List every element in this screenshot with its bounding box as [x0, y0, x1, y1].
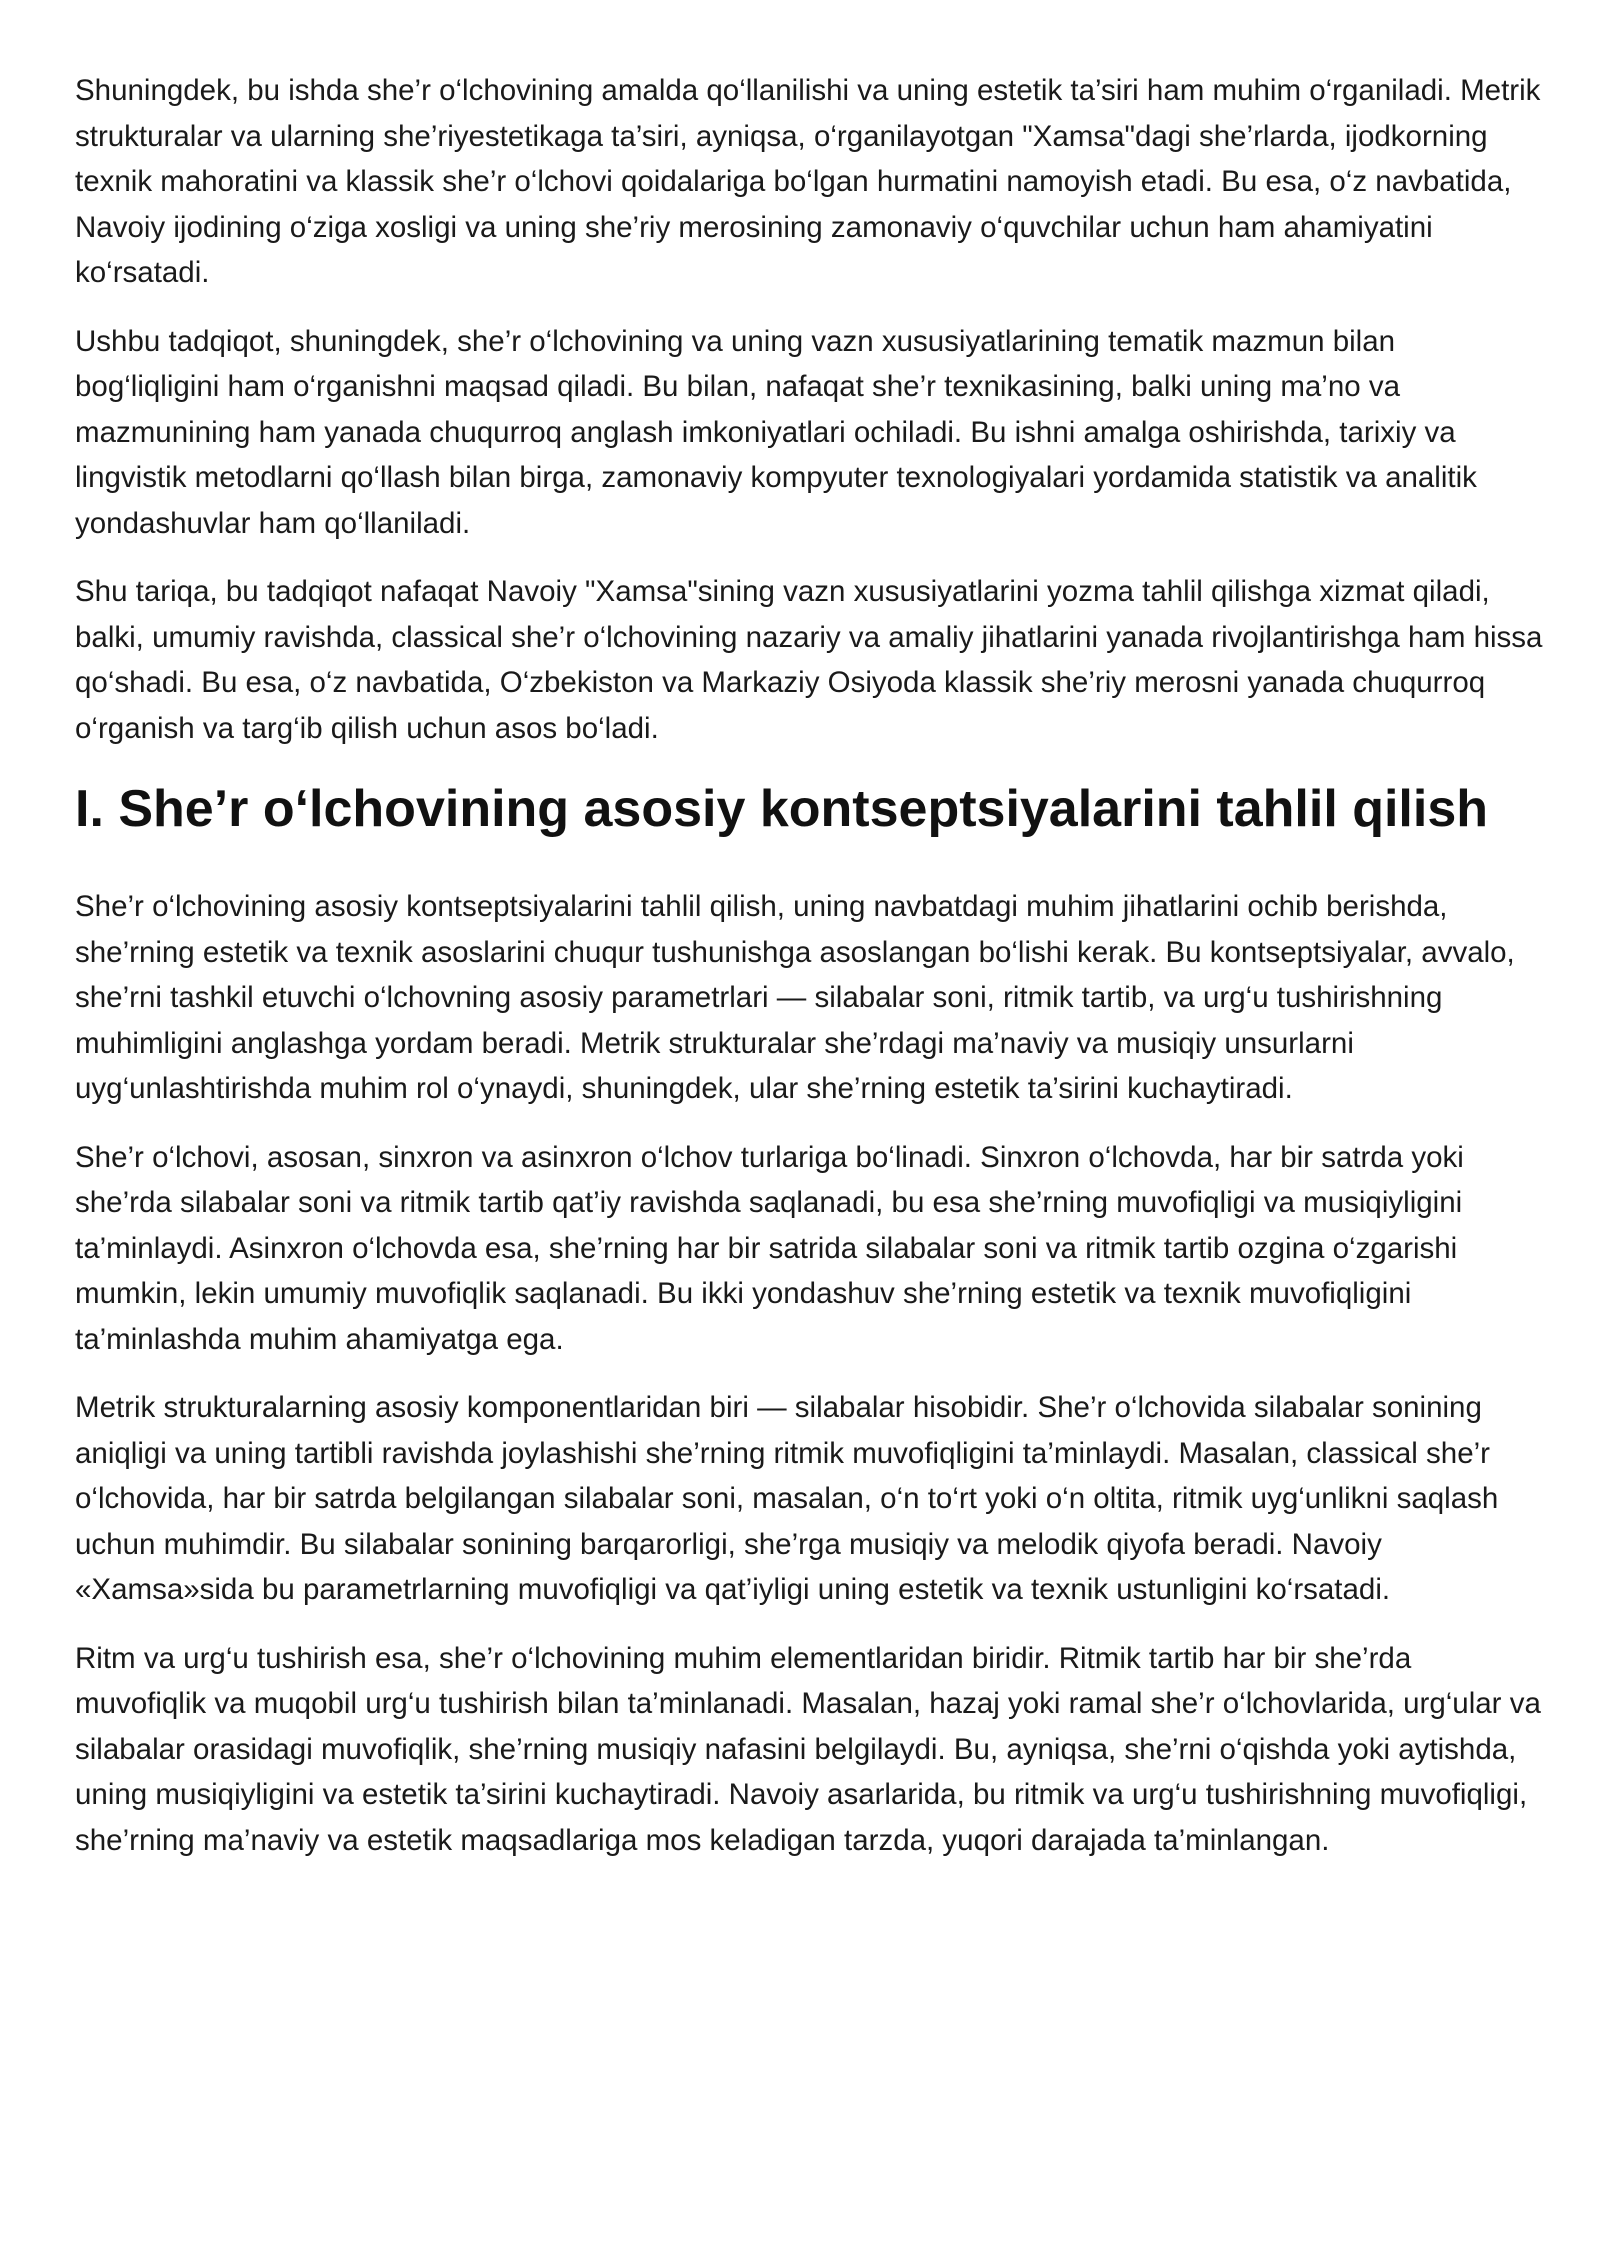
- document-page: [75, 68, 1545, 1886]
- section-paragraph-3: Metrik strukturalarning asosiy komponentlaridan biri — silabalar hisobidir. She’r o‘lchovida silabalar sonining aniqligi va uning tartibli ravishda joylashishi she’rning ritmik muvofiqligini ta’minlaydi. Masalan, classical she’r o‘lchovida, har bir satrda belgilangan silabalar soni, masalan, o‘n to‘rt yoki o‘n oltita, ritmik uyg‘unlikni saqlash uchun muhimdir. Bu silabalar sonining barqarorligi, she’rga musiqiy va melodik qiyofa beradi. Navoiy «Xamsa»sida bu parametrlarning muvofiqligi va qat’iyligi uning estetik va texnik ustunligini ko‘rsatadi.: [75, 1391, 1499, 1606]
- intro-paragraph-1: Shuningdek, bu ishda she’r o‘lchovining amalda qo‘llanilishi va uning estetik ta’siri ham muhim o‘rganiladi. Metrik strukturalar va ularning she’riyestetikaga ta’siri, ayniqsa, o‘rganilayotgan "Xamsa"dagi she’rlarda, ijodkorning texnik mahoratini va klassik she’r o‘lchovi qoidalariga bo‘lgan hurmatini namoyish etadi. Bu esa, o‘z navbatida, Navoiy ijodining o‘ziga xosligi va uning she’riy merosining zamonaviy o‘quvchilar uchun ham ahamiyatini ko‘rsatadi.: [75, 74, 1541, 289]
- section-paragraph-4: Ritm va urg‘u tushirish esa, she’r o‘lchovining muhim elementlaridan biridir. Ritmik tartib har bir she’rda muvofiqlik va muqobil urg‘u tushirish bilan ta’minlanadi. Masalan, hazaj yoki ramal she’r o‘lchovlarida, urg‘ular va silabalar orasidagi muvofiqlik, she’rning musiqiy nafasini belgilaydi. Bu, ayniqsa, she’rni o‘qishda yoki aytishda, uning musiqiyligini va estetik ta’sirini kuchaytiradi. Navoiy asarlarida, bu ritmik va urg‘u tushirishning muvofiqligi, she’rning ma’naviy va estetik maqsadlariga mos keladigan tarzda, yuqori darajada ta’minlangan.: [75, 1641, 1541, 1857]
- section-heading: I. She’r o‘lchovining asosiy kontseptsiyalarini tahlil qilish: [75, 780, 1489, 838]
- section-paragraph-2: She’r o‘lchovi, asosan, sinxron va asinxron o‘lchov turlariga bo‘linadi. Sinxron o‘lchovda, har bir satrda yoki she’rda silabalar soni va ritmik tartib qat’iy ravishda saqlanadi, bu esa she’rning muvofiqligi va musiqiyligini ta’minlaydi. Asinxron o‘lchovda esa, she’rning har bir satrida silabalar soni va ritmik tartib ozgina o‘zgarishi mumkin, lekin umumiy muvofiqlik saqlanadi. Bu ikki yondashuv she’rning estetik va texnik muvofiqligini ta’minlashda muhim ahamiyatga ega.: [75, 1140, 1464, 1356]
- intro-paragraph-3: Shu tariqa, bu tadqiqot nafaqat Navoiy "Xamsa"sining vazn xususiyatlarini yozma tahlil qilishga xizmat qiladi, balki, umumiy ravishda, classical she’r o‘lchovining nazariy va amaliy jihatlarini yanada rivojlantirishga ham hissa qo‘shadi. Bu esa, o‘z navbatida, O‘zbekiston va Markaziy Osiyoda klassik she’riy merosni yanada chuqurroq o‘rganish va targ‘ib qilish uchun asos bo‘ladi.: [75, 575, 1543, 745]
- intro-paragraph-2: Ushbu tadqiqot, shuningdek, she’r o‘lchovining va uning vazn xususiyatlarining tematik mazmun bilan bog‘liqligini ham o‘rganishni maqsad qiladi. Bu bilan, nafaqat she’r texnikasining, balki uning ma’no va mazmunining ham yanada chuqurroq anglash imkoniyatlari ochiladi. Bu ishni amalga oshirishda, tarixiy va lingvistik metodlarni qo‘llash bilan birga, zamonaviy kompyuter texnologiyalari yordamida statistik va analitik yondashuvlar ham qo‘llaniladi.: [75, 324, 1477, 540]
- section-paragraph-1: She’r o‘lchovining asosiy kontseptsiyalarini tahlil qilish, uning navbatdagi muhim jihatlarini ochib berishda, she’rning estetik va texnik asoslarini chuqur tushunishga asoslangan bo‘lishi kerak. Bu kontseptsiyalar, avvalo, she’rni tashkil etuvchi o‘lchovning asosiy parametrlari — silabalar soni, ritmik tartib, va urg‘u tushirishning muhimligini anglashga yordam beradi. Metrik strukturalar she’rdagi ma’naviy va musiqiy unsurlarni uyg‘unlashtirishda muhim rol o‘ynaydi, shuningdek, ular she’rning estetik ta’sirini kuchaytiradi.: [75, 890, 1515, 1105]
